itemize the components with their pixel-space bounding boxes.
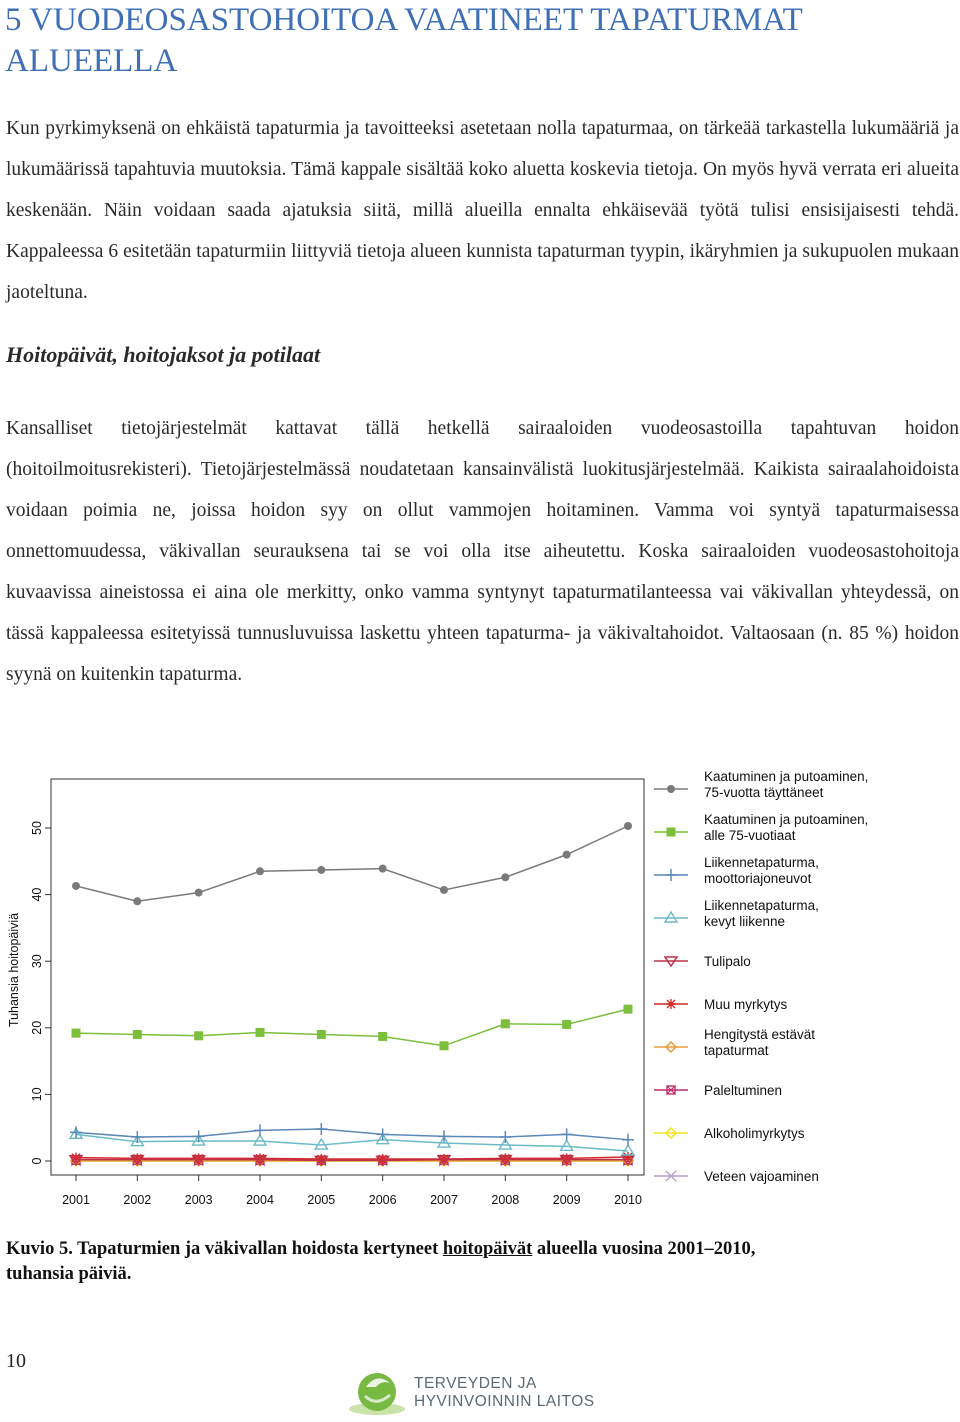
data-point [561,1128,573,1140]
data-point [501,873,509,881]
x-tick-label: 2009 [552,1193,581,1207]
legend-item-3 [654,898,819,929]
x-tick-label: 2007 [430,1193,458,1207]
series-line [76,1160,628,1161]
x-tick-label: 2004 [246,1193,274,1207]
data-point [256,867,264,875]
thl-logo [346,1367,636,1417]
series-0 [72,822,632,905]
series-1 [72,1005,633,1051]
legend-item-4 [654,954,751,969]
y-tick-label: 30 [30,954,44,969]
data-point [561,1140,573,1150]
legend-item-2 [654,855,819,886]
data-point [317,866,325,874]
x-tick-label: 2010 [614,1193,642,1207]
figure-caption [6,1237,806,1287]
series-5 [71,1152,633,1164]
data-point [256,1028,265,1037]
x-tick-label: 2003 [184,1193,213,1207]
legend-item-9 [654,1169,819,1184]
x-tick-label: 2001 [62,1193,90,1207]
page-number: 10 [6,1350,26,1372]
legend-label: Liikennetapaturma, [704,855,819,870]
logo-text [414,1375,595,1411]
legend-label: Tulipalo [704,954,751,969]
legend-label: Paleltuminen [704,1083,783,1098]
data-point [378,1032,387,1041]
legend-swatch-marker [665,912,677,922]
data-point [72,1029,81,1038]
line-chart [0,765,960,1225]
legend-label: tapaturmat [704,1043,769,1058]
data-point [563,851,571,859]
series-line [76,1009,628,1046]
caption-suffix: alueella vuosina 2001–2010, tuhansia päiviä. [6,1239,756,1284]
legend-swatch-marker [667,828,676,837]
data-point [622,1134,634,1146]
logo-line-2: HYVINVOINNIN LAITOS [414,1393,595,1410]
legend-label: Alkoholimyrkytys [704,1126,805,1141]
legend-swatch-marker [667,785,675,793]
series-line [76,826,628,901]
data-point [499,1131,511,1143]
legend-label: Veteen vajoaminen [704,1169,819,1184]
data-point [71,1153,81,1163]
data-point [195,889,203,897]
data-point [501,1019,510,1028]
data-point [72,882,80,890]
legend-swatch-marker [665,869,677,881]
chart-legend [654,769,868,1184]
x-tick-label: 2005 [307,1193,336,1207]
body-paragraph: Kansalliset tietojärjestelmät kattavat tällä hetkellä sairaaloiden vuodeosastoilla tapahtuvan hoidon (hoitoilmoitusrekisteri). Tietojärjestelmässä noudatetaan kansainvälistä luokitusjärjestelmää. Kaikista sairaalahoidoista voidaan poimia ne, joissa hoidon syy on ollut vammojen hoitaminen. Vamma voi syntyä tapaturmaisessa onnettomuudessa, väkivallan seurauksena tai se voi olla itse aiheutettu. Koska sairaaloiden vuodeosastohoitoja kuvaavissa aineistossa ei aina ole merkitty, onko vamma syntynyt tapaturmatilanteessa vai väkivallan yhteydessä, on tässä kappaleessa esitetyissä tunnusluvuissa laskettu yhteen tapaturma- ja väkivaltahoidot. Valtaosaan (n. 85 %) hoidon syynä on kuitenkin tapaturma. [6,418,959,685]
data-point [562,1020,571,1029]
data-point [624,1005,633,1014]
legend-label: Muu myrkytys [704,997,788,1012]
y-tick-label: 10 [30,1087,44,1102]
logo-line-1: TERVEYDEN JA [414,1375,537,1392]
data-point [317,1030,326,1039]
legend-label: Kaatuminen ja putoaminen, [704,769,869,784]
plot-lines [70,822,634,1166]
legend-item-6 [654,1027,815,1058]
legend-item-5 [654,997,788,1012]
data-point [379,865,387,873]
x-tick-label: 2002 [123,1193,152,1207]
series-line [76,1129,628,1140]
data-point [440,886,448,894]
legend-item-8 [654,1126,805,1141]
y-tick-label: 20 [30,1020,44,1035]
legend-item-1 [654,812,868,843]
legend-label: moottoriajoneuvot [704,871,812,886]
plot-border [51,779,644,1175]
y-tick-label: 50 [30,821,44,835]
y-axis-label: Tuhansia hoitopäiviä [7,912,21,1028]
intro-paragraph: Kun pyrkimyksenä on ehkäistä tapaturmia ja tavoitteeksi asetetaan nolla tapaturmaa, on tärkeää tarkastella lukumääriä ja lukumäärissä tapahtuvia muutoksia. Tämä kappale sisältää koko aluetta koskevia tietoja. On myös hyvä verrata eri alueita keskenään. Näin voidaan saada ajatuksia siitä, millä alueilla ennalta ehkäisevää työtä tulisi ensisijaisesti tehdä. Kappaleessa 6 esitetään tapaturmiin liittyviä tietoja alueen kunnista tapaturman tyypin, ikäryhmien ja sukupuolen mukaan jaoteltuna. [6,118,959,303]
data-point [377,1128,389,1140]
legend-label: Hengitystä estävät [704,1027,816,1042]
caption-prefix: Kuvio 5. Tapaturmien ja väkivallan hoidosta kertyneet [6,1239,443,1259]
legend-label: 75-vuotta täyttäneet [704,785,824,800]
data-point [440,1041,449,1050]
data-point [133,897,141,905]
legend-label: alle 75-vuotiaat [704,828,796,843]
legend-label: Liikennetapaturma, [704,898,819,913]
caption-link[interactable]: hoitopäivät [442,1239,533,1259]
x-tick-label: 2008 [491,1193,520,1207]
data-point [133,1030,142,1039]
logo-mark-icon [346,1367,408,1417]
data-point [254,1135,266,1145]
legend-item-0 [654,769,868,800]
legend-swatch-marker [666,999,676,1009]
data-point [315,1123,327,1135]
data-point [438,1130,450,1142]
legend-label: Kaatuminen ja putoaminen, [704,812,869,827]
data-point [194,1031,203,1040]
legend-label: kevyt liikenne [704,914,786,929]
data-point [624,822,632,830]
y-tick-label: 0 [30,1157,44,1165]
series-line [76,1157,628,1159]
data-point [254,1124,266,1136]
x-tick-label: 2006 [368,1193,397,1207]
plot-frame [51,779,644,1175]
section-subheading: Hoitopäivät, hoitojaksot ja potilaat [6,342,321,367]
legend-item-7 [654,1083,782,1098]
y-tick-label: 40 [30,887,44,902]
page-heading: 5 VUODEOSASTOHOITOA VAATINEET TAPATURMAT ALUEELLA [5,2,803,79]
